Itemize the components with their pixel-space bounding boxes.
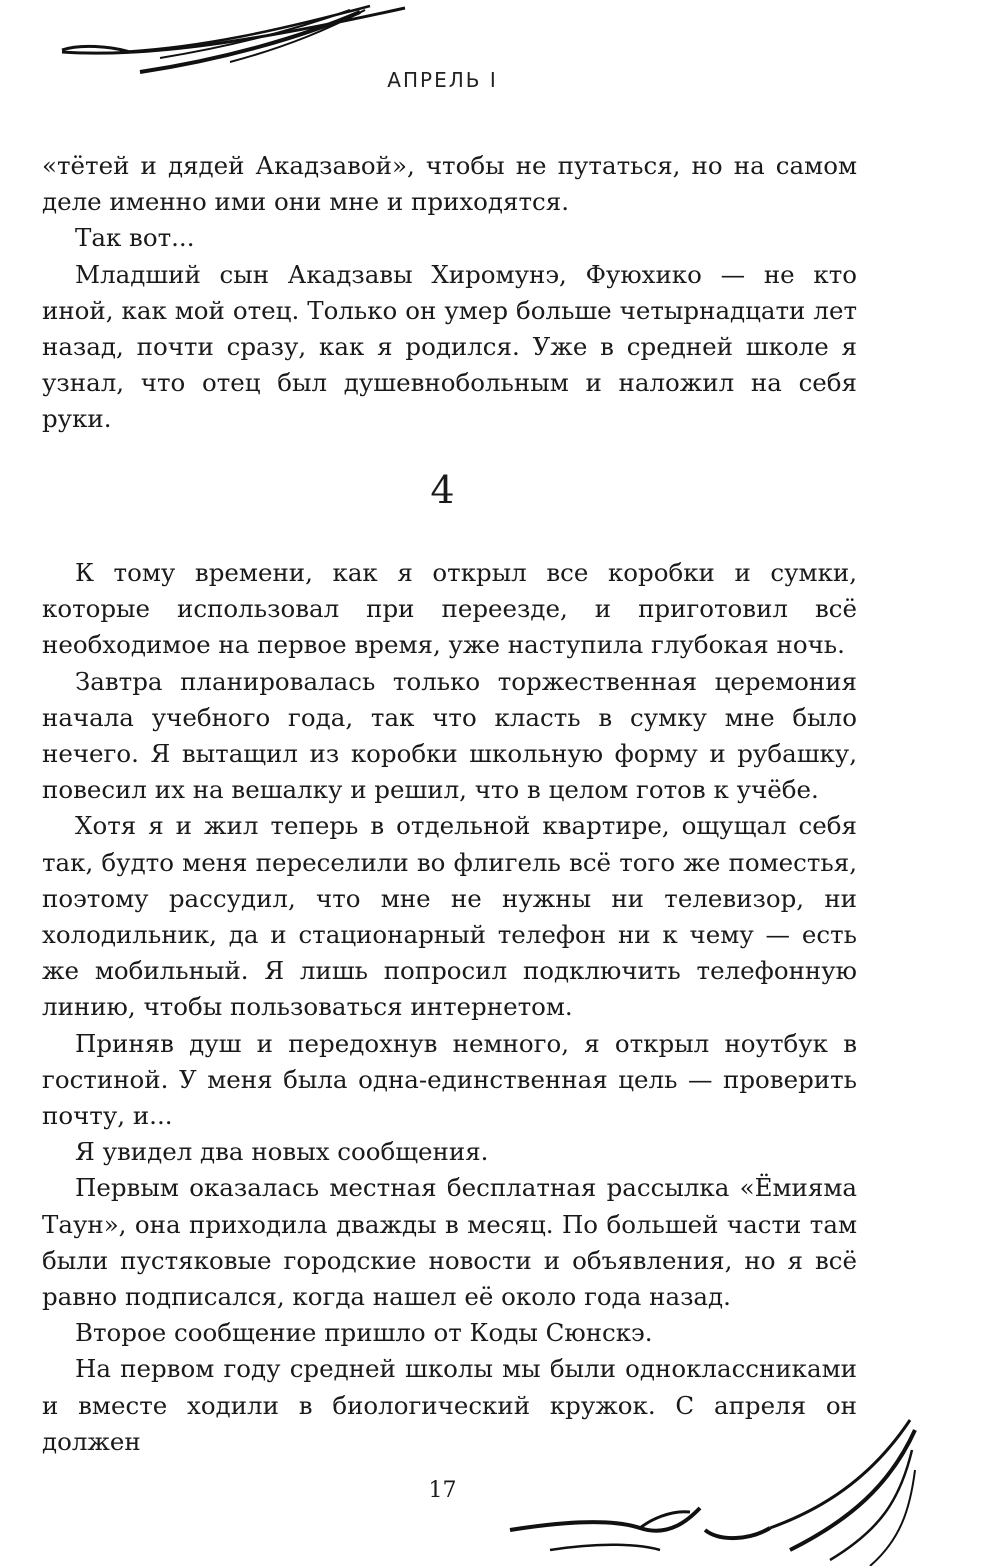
paragraph: На первом году средней школы мы были одноклассниками и вместе ходили в биологический кружок. С апреля он должен: [42, 1354, 857, 1456]
paragraph: К тому времени, как я открыл все коробки и сумки, которые использовал при переезде, и приготовил всё необходимое на первое время, уже наступила глубокая ночь.: [42, 558, 857, 660]
paragraph: Приняв душ и передохнув немного, я открыл ноутбук в гостиной. У меня была одна-единственная цель — проверить почту, и...: [42, 1028, 857, 1131]
page-number: 17: [428, 1478, 457, 1503]
paragraph: Второе сообщение пришло от Коды Сюнскэ.: [75, 1318, 653, 1348]
chapter-number: 4: [430, 468, 455, 512]
paragraph: Завтра планировалась только торжественная церемония начала учебного года, так что класть в сумку мне было нечего. Я вытащил из коробки школьную форму и рубашку, повесил их на вешалку и решил, что в целом готов к учёбе.: [42, 666, 857, 805]
bottom-ornament-swirl: [490, 1410, 1000, 1566]
paragraph: Так вот...: [75, 223, 195, 253]
paragraph: Младший сын Акадзавы Хиромунэ, Фуюхико — не кто иной, как мой отец. Только он умер больше четырнадцати лет назад, почти сразу, как я родился. Уже в средней школе я узнал, что отец был душевнобольным и наложил на себя руки.: [42, 259, 857, 434]
paragraph: Первым оказалась местная бесплатная рассылка «Ёмияма Таун», она приходила дважды в месяц. По большей части там были пустяковые городские новости и объявления, но я всё равно подписался, когда нашел её около года назад.: [42, 1173, 857, 1312]
paragraph: «тётей и дядей Акадзавой», чтобы не путаться, но на самом деле именно ими они мне и приходятся.: [42, 151, 857, 217]
text-section-2: [42, 555, 857, 1460]
paragraph: Я увидел два новых сообщения.: [75, 1137, 489, 1167]
running-header: АПРЕЛЬ I: [387, 68, 498, 92]
paragraph: Хотя я и жил теперь в отдельной квартире, ощущал себя так, будто меня переселили во флигель всё того же поместья, поэтому рассудил, что мне не нужны ни телевизор, ни холодильник, да и стационарный телефон ни к чему — есть же мобильный. Я лишь попросил подключить телефонную линию, чтобы пользоваться интернетом.: [42, 811, 857, 1022]
text-section-1: [42, 148, 857, 438]
